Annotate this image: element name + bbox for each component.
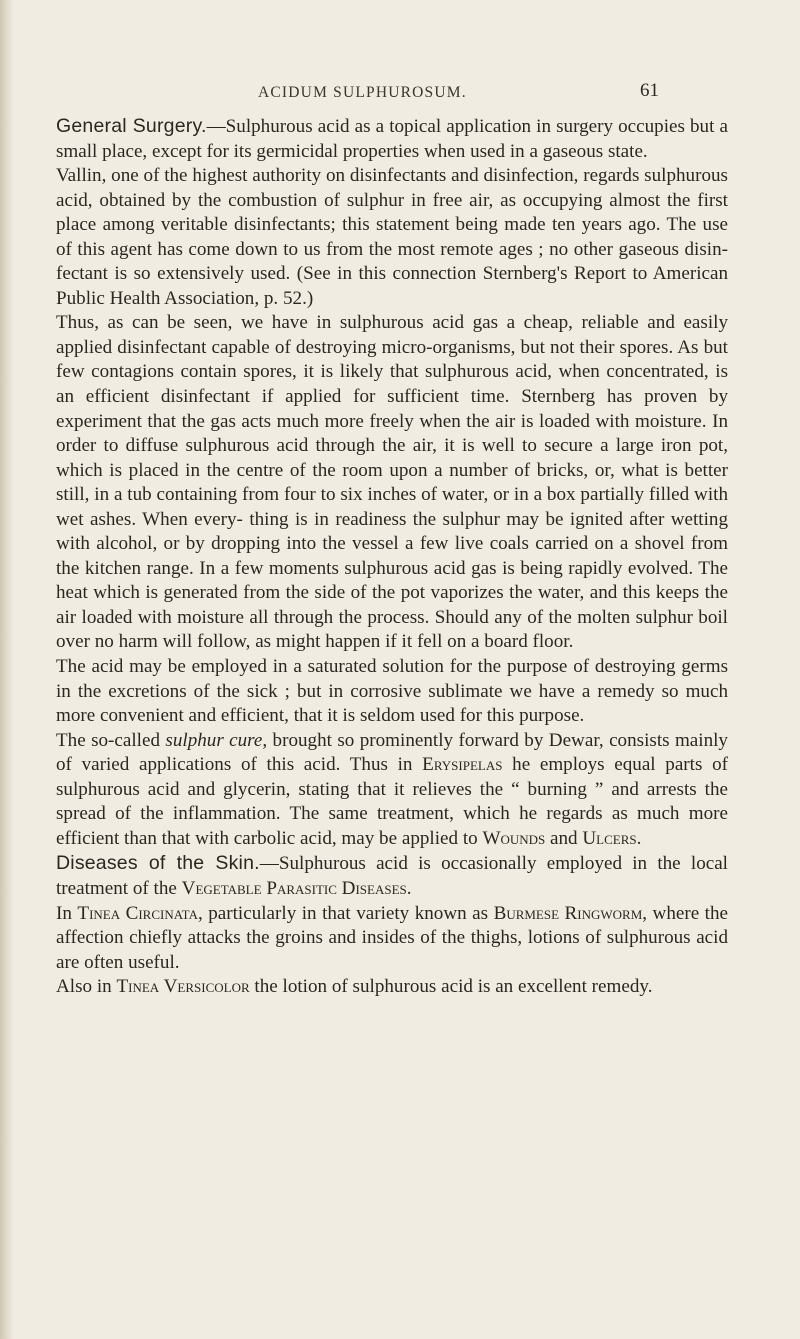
small-caps-term: Tinea Circinata,: [77, 902, 203, 924]
paragraph-saturated-solution: The acid may be employed in a saturated solution for the purpose of destroying germs in the excretions of the sick ; but in corrosive sublimate we have a remedy so much more convenient and efficient, that it is seldom used for this purpose.: [56, 656, 728, 727]
text-run: Also in: [56, 976, 117, 998]
text-run: particularly in that variety known as: [202, 902, 494, 924]
small-caps-term: Tinea Versicolor: [116, 976, 250, 998]
page-binding-edge: [0, 0, 14, 1339]
text-run: he employs equal parts of sulphurous acid and glycerin, stating that it relieves the “ burning ” and arrests the spread of the inflammation. The same treatment, which he regards as much more efficient than that with carbolic acid, may be applied to: [56, 754, 728, 849]
page-header: [0, 80, 800, 110]
text-run: where the affection chiefly attacks the groins and insides of the thighs, lotions of sulphurous acid are often useful.: [56, 902, 728, 973]
paragraph-general-surgery: [56, 114, 728, 164]
section-heading-general-surgery: General Surgery.: [56, 115, 207, 137]
text-run: brought so prominently forward by Dewar, consists mainly of varied applications of this acid. Thus in: [56, 729, 728, 776]
paragraph-tinea-circinata: [56, 902, 728, 976]
text-run: the lotion of sulphurous acid is an excellent remedy.: [249, 976, 653, 998]
body-text: [56, 114, 728, 1000]
text-run: In: [56, 902, 78, 924]
paragraph-gas-disinfectant: Thus, as can be seen, we have in sulphurous acid gas a cheap, reliable and easily applied disinfectant capable of destroying micro-organisms, but not their spores. As but few contagions contain spores, it is likely that sulphurous acid, when concentrated, is an efficient disinfectant if applied for sufficient time. Sternberg has proven by experiment that the gas acts much more freely when the air is loaded with moisture. In order to diffuse sulphurous acid through the air, it is well to secure a large iron pot, which is placed in the centre of the room upon a number of bricks, or, what is better still, in a tub containing from four to six inches of water, or in a box partially filled with wet ashes. When every- thing is in readiness the sulphur may be ignited after wetting with alcohol, or by dropping into the vessel a few live coals carried on a shovel from the kitchen range. In a few moments sulphurous acid gas is being rapidly evolved. The heat which is generated from the side of the pot vaporizes the water, and this keeps the air loaded with moisture all through the process. Should any of the molten sulphur boil over no harm will follow, as might happen if it fell on a board floor.: [56, 312, 728, 653]
text-run: and: [545, 827, 583, 849]
small-caps-term: Vegetable Parasitic Diseases.: [181, 877, 412, 899]
small-caps-term: Ulcers.: [582, 827, 642, 849]
small-caps-term: Burmese Ringworm,: [493, 902, 648, 924]
page-number: 61: [640, 80, 659, 101]
paragraph-vallin: Vallin, one of the highest authority on disinfectants and disinfection, regards sulphurous acid, obtained by the combustion of sulphur in free air, as occupying almost the first place among veritable disinfectants; this statement being made ten years ago. The use of this agent has come down to us from the most remote ages ; no other gaseous disin- fectant is so extensively used. (See in this connection Sternberg's Report to American Public Health Association, p. 52.): [56, 165, 728, 309]
italic-term: sulphur cure,: [165, 729, 268, 751]
paragraph-tinea-versicolor: [56, 975, 728, 1000]
text-run: The so-called: [56, 729, 166, 751]
paragraph-diseases-of-skin: [56, 851, 728, 901]
section-heading-diseases-of-skin: Diseases of the Skin.: [56, 852, 260, 875]
paragraph-sulphur-cure: [56, 729, 728, 852]
paragraph-text: —Sulphurous acid as a topical application in surgery occupies but a small place, except for its germicidal properties when used in a gaseous state.: [56, 116, 728, 162]
small-caps-term: Erysipelas: [422, 754, 503, 776]
running-title: ACIDUM SULPHUROSUM.: [258, 84, 467, 101]
small-caps-term: Wounds: [482, 827, 546, 849]
text-run: —Sulphurous acid is occasionally employed in the local treatment of the: [56, 853, 728, 899]
